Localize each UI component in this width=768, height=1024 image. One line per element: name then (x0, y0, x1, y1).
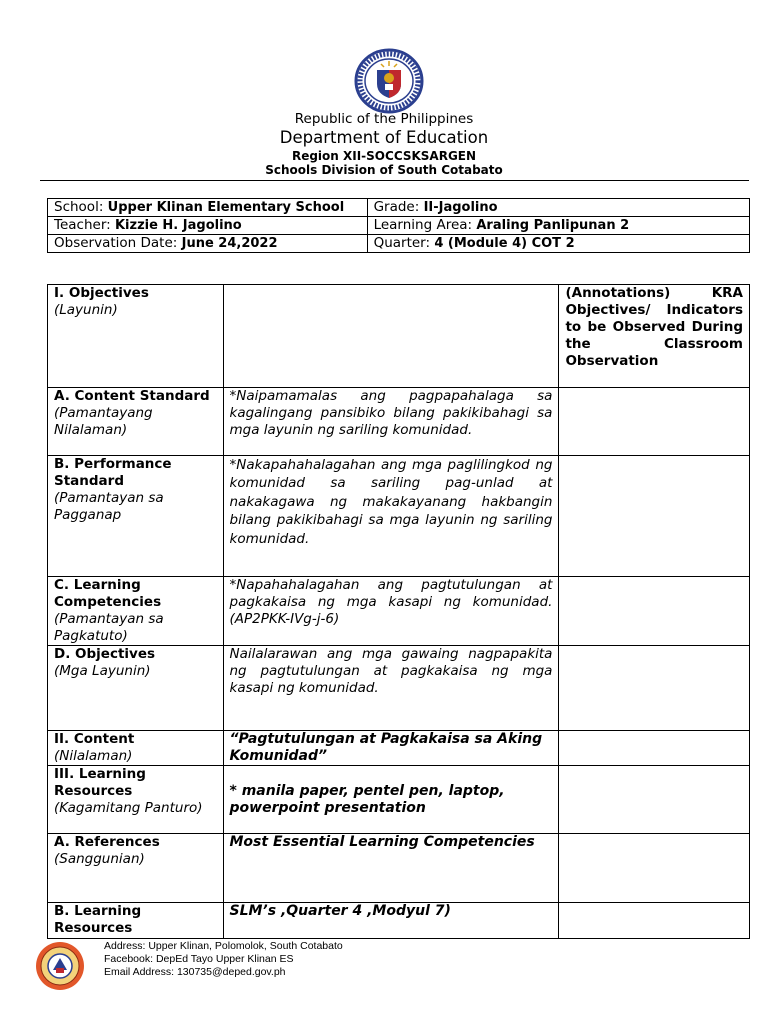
row-subtitle: (Mga Layunin) (54, 663, 151, 679)
row-title: II. Content (54, 731, 135, 747)
row-heading-cell (48, 646, 224, 731)
row-title: B. Performance Standard (54, 456, 172, 489)
row-heading-cell (48, 834, 224, 903)
row-heading-cell (48, 577, 224, 646)
row-subtitle: (Kagamitang Panturo) (54, 800, 203, 816)
row-subtitle: (Pamantayan sa Pagkatuto) (54, 611, 164, 644)
row-heading-cell (48, 388, 224, 456)
row-heading-cell (48, 766, 224, 834)
row-annotation-cell (559, 388, 750, 456)
row-content-cell (223, 766, 559, 834)
table-row (48, 903, 750, 939)
row-content-cell (223, 456, 559, 577)
row-title: D. Objectives (54, 646, 156, 662)
row-heading-cell (48, 731, 224, 766)
grade-value: II-Jagolino (423, 200, 498, 215)
row-heading-cell (48, 903, 224, 939)
objectives-row (48, 285, 750, 388)
annotations-cell (559, 285, 750, 388)
annotations-text: (Annotations) KRA Objectives/ Indicators to be Observed During the Classroom Observation (565, 285, 743, 369)
teacher-label: Teacher: (54, 217, 115, 233)
row-content-cell (223, 646, 559, 731)
table-row (48, 834, 750, 903)
row-content: Nailalarawan ang mga gawaing nagpapakita ng pagtutulungan at pagkakaisa ng mga kasapi ng komunidad. (229, 646, 553, 696)
school-label: School: (54, 199, 108, 215)
row-subtitle: (Sanggunian) (54, 851, 145, 867)
row-subtitle: (Pamantayang Nilalaman) (54, 405, 153, 438)
observation-date-value: June 24,2022 (181, 236, 278, 251)
row-heading-cell (48, 456, 224, 577)
row-content: “Pagtutulungan at Pagkakaisa sa Aking Komunidad” (229, 731, 543, 764)
info-row (48, 235, 750, 253)
teacher-cell (48, 217, 368, 235)
lesson-info-table (47, 198, 750, 253)
row-annotation-cell (559, 903, 750, 939)
quarter-label: Quarter: (373, 235, 435, 251)
row-annotation-cell (559, 766, 750, 834)
table-row (48, 456, 750, 577)
row-annotation-cell (559, 577, 750, 646)
row-subtitle: (Pamantayan sa Pagganap (54, 490, 164, 523)
row-content-cell (223, 903, 559, 939)
republic-heading: Republic of the Philippines (294, 111, 474, 127)
quarter-value: 4 (Module 4) COT 2 (434, 236, 575, 251)
header-divider (40, 180, 749, 181)
table-row (48, 646, 750, 731)
department-heading: Department of Education (279, 128, 489, 147)
lesson-plan-table (47, 284, 750, 939)
row-content-cell (223, 834, 559, 903)
info-row (48, 199, 750, 217)
row-content-cell (223, 731, 559, 766)
row-title: C. Learning Competencies (54, 577, 162, 610)
observation-date-cell (48, 235, 368, 253)
deped-seal-logo (351, 48, 427, 114)
region-heading: Region XII-SOCCSKSARGEN (291, 149, 477, 163)
row-annotation-cell (559, 456, 750, 577)
footer-email: Email Address: 130735@deped.gov.ph (104, 966, 286, 978)
row-title: B. Learning Resources (54, 903, 142, 936)
school-cell (48, 199, 368, 217)
school-value: Upper Klinan Elementary School (107, 200, 345, 215)
grade-label: Grade: (373, 199, 424, 215)
learning-area-value: Araling Panlipunan 2 (476, 218, 630, 233)
division-heading: Schools Division of South Cotabato (265, 163, 503, 177)
row-annotation-cell (559, 731, 750, 766)
school-logo (22, 940, 98, 992)
table-row (48, 766, 750, 834)
row-content-cell (223, 388, 559, 456)
learning-area-label: Learning Area: (373, 217, 477, 233)
table-row (48, 731, 750, 766)
objectives-subtitle: (Layunin) (54, 302, 118, 318)
row-content: SLM’s ,Quarter 4 ,Modyul 7) (229, 903, 451, 919)
row-content: Most Essential Learning Competencies (229, 834, 535, 850)
table-row (48, 388, 750, 456)
objectives-title: I. Objectives (54, 285, 149, 301)
row-title: III. Learning Resources (54, 766, 146, 799)
quarter-cell (367, 235, 749, 253)
observation-date-label: Observation Date: (54, 235, 182, 251)
learning-area-cell (367, 217, 749, 235)
row-title: A. References (54, 834, 160, 850)
row-content: *Naipamamalas ang pagpapahalaga sa kagalingang pansibiko bilang pakikibahagi sa mga layunin ng sariling komunidad. (229, 388, 553, 438)
row-annotation-cell (559, 646, 750, 731)
row-subtitle: (Nilalaman) (54, 748, 133, 764)
grade-cell (367, 199, 749, 217)
teacher-value: Kizzie H. Jagolino (114, 218, 242, 233)
row-title: A. Content Standard (54, 388, 210, 404)
row-content: *Napahahalagahan ang pagtutulungan at pagkakaisa ng mga kasapi ng komunidad. (AP2PKK-IVg-j-6) (229, 577, 553, 627)
row-content-cell (223, 577, 559, 646)
row-content: *Nakapahahalagahan ang mga paglilingkod ng komunidad sa sariling pag-unlad at nakakagawa ng makakayanang hakbangin bilang pakikibahagi sa mga layunin ng sariling komunidad. (229, 457, 553, 547)
info-row (48, 217, 750, 235)
table-row (48, 577, 750, 646)
objectives-content-cell (223, 285, 559, 388)
row-annotation-cell (559, 834, 750, 903)
row-content: * manila paper, pentel pen, laptop, powerpoint presentation (229, 782, 505, 816)
objectives-heading-cell (48, 285, 224, 388)
footer-address: Address: Upper Klinan, Polomolok, South Cotabato (104, 940, 343, 952)
footer-facebook: Facebook: DepEd Tayo Upper Klinan ES (104, 953, 294, 965)
